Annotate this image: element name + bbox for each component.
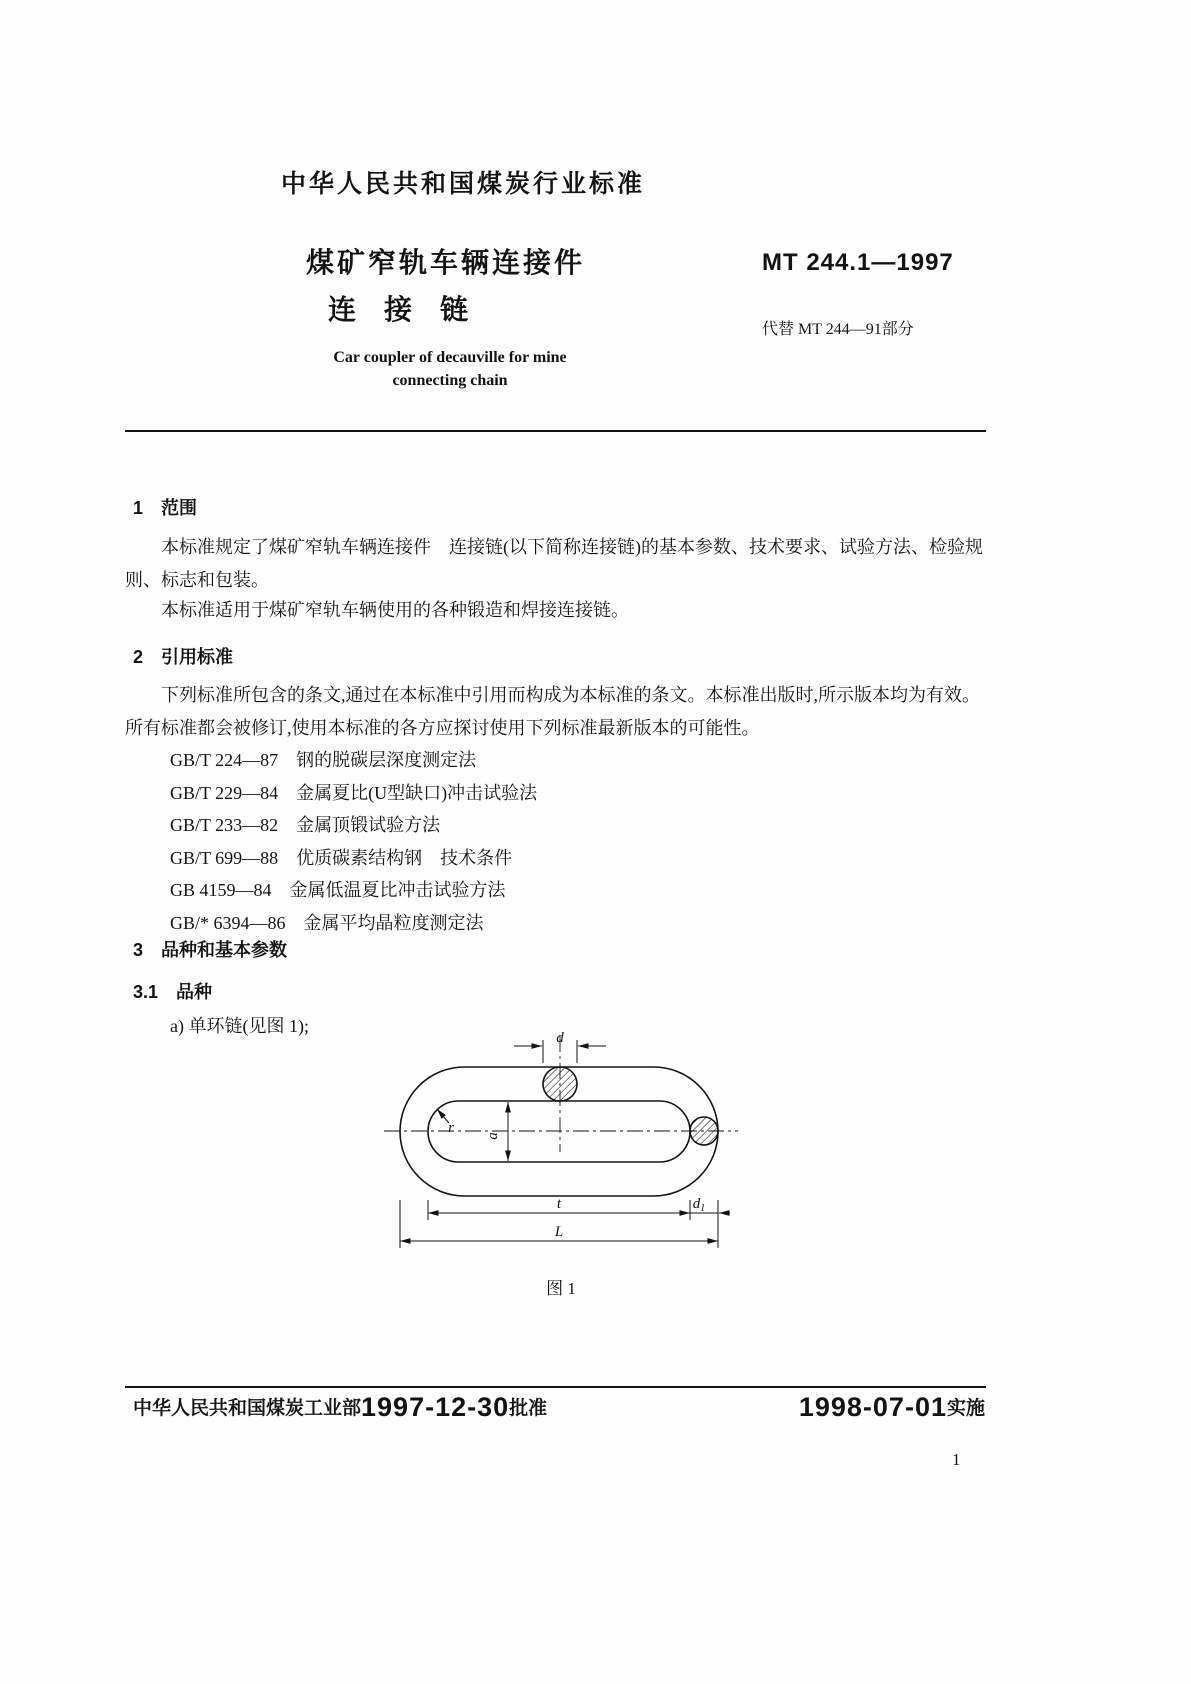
section-1-paragraph-2: 本标准适用于煤矿窄轨车辆使用的各种锻造和焊接连接链。: [161, 600, 629, 620]
section-1-heading: 1 范围: [133, 498, 198, 518]
reference-item: GB/T 699—88 优质碳素结构钢 技术条件: [170, 847, 513, 868]
footer-approver: 中华人民共和国煤炭工业部: [133, 1398, 362, 1419]
document-title-english-line1: Car coupler of decauville for mine: [333, 349, 567, 366]
footer-implementation: [799, 1392, 985, 1423]
section-1-paragraph-1: 本标准规定了煤矿窄轨车辆连接件 连接链(以下简称连接链)的基本参数、技术要求、试验方法、检验规则、标志和包装。: [125, 537, 983, 590]
figure-1-chain-link-drawing: [383, 1030, 739, 1274]
dim-label-d: d: [556, 1030, 564, 1046]
header-rule: [125, 430, 986, 432]
top-cross-section: [543, 1067, 577, 1101]
reference-item: GB/T 233—82 金属顶锻试验方法: [170, 815, 441, 835]
reference-item: GB 4159—84 金属低温夏比冲击试验方法: [170, 880, 506, 900]
dim-label-r: r: [448, 1120, 454, 1136]
reference-item: GB/T 224—87 钢的脱碳层深度测定法: [170, 750, 477, 770]
footer-approve-date: 1997-12-30: [361, 1392, 510, 1422]
list-item-a: a) 单环链(见图 1);: [170, 1016, 309, 1036]
standard-type-heading: 中华人民共和国煤炭行业标准: [281, 170, 646, 198]
footer-approve-label: 批准: [509, 1398, 548, 1419]
dim-label-L: L: [554, 1224, 564, 1240]
section-2-paragraph-1: 下列标准所包含的条文,通过在本标准中引用而构成为本标准的条文。本标准出版时,所示版本均为有效。所有标准都会被修订,使用本标准的各方应探讨使用下列标准最新版本的可能性。: [125, 685, 980, 738]
right-cross-section: [690, 1117, 718, 1145]
document-title-english-line2: connecting chain: [392, 372, 508, 389]
footer-rule: [125, 1386, 986, 1388]
reference-item: GB/T 229—84 金属夏比(U型缺口)冲击试验法: [170, 782, 538, 803]
document-title-english: [270, 346, 630, 392]
figure-1-caption: 图 1: [546, 1279, 576, 1298]
standard-number: MT 244.1—1997: [762, 249, 954, 276]
dim-label-d1: $d_1$: [692, 1196, 706, 1214]
reference-item: GB/* 6394—86 金属平均晶粒度测定法: [170, 912, 484, 933]
page-number: 1: [952, 1450, 961, 1469]
section-3-1-heading: 3.1 品种: [133, 982, 213, 1002]
document-title-line2: 连 接 链: [328, 294, 469, 325]
dim-label-t: t: [556, 1196, 562, 1212]
section-2-heading: 2 引用标准: [133, 647, 234, 667]
document-title-line1: 煤矿窄轨车辆连接件: [306, 247, 586, 278]
footer-impl-label: 实施: [946, 1398, 985, 1419]
section-3-heading: 3 品种和基本参数: [133, 940, 288, 960]
replaces-note: 代替 MT 244—91部分: [762, 321, 914, 338]
chain-link-diagram: [383, 1030, 739, 1274]
footer-impl-date: 1998-07-01: [798, 1392, 947, 1422]
footer-approval: [133, 1392, 547, 1423]
reference-standards-list: [170, 744, 950, 939]
chain-link-inner-outline: [428, 1101, 690, 1162]
dim-label-a: a: [485, 1132, 501, 1140]
